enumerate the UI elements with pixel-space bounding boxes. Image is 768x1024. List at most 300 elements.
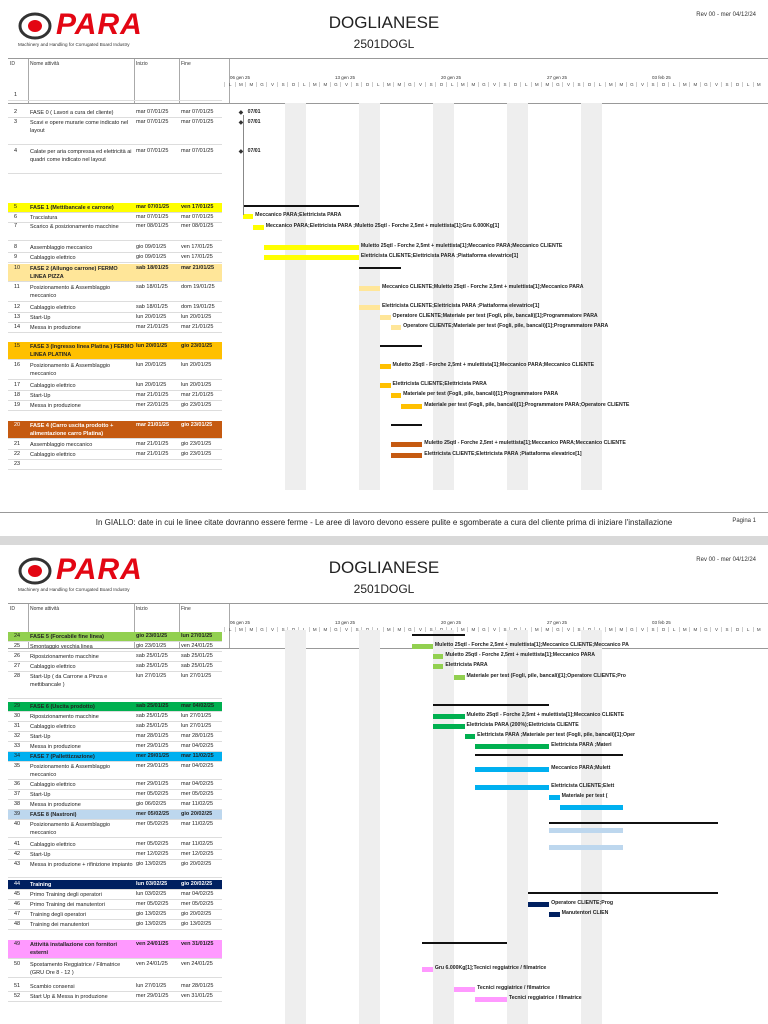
task-row [8,440,222,449]
task-end: mar 04/02/25 [181,743,214,749]
day-letter: G [552,82,564,87]
task-name: FASE 1 (Mettibancale e carrone) [30,205,114,211]
milestone-label: 07/01 [247,148,261,154]
project-title: DOGLIANESE [328,558,440,577]
task-start: mer 29/01/25 [136,781,169,787]
task-bar [475,997,507,1002]
task-id: 28 [14,673,21,679]
task-start: mer 29/01/25 [136,993,169,999]
summary-bar [359,267,401,269]
task-id: 25 [14,643,21,649]
task-name: Training dei manutentori [30,922,90,928]
task-row [8,91,222,100]
task-start: mer 05/02/25 [136,811,170,817]
task-id: 12 [14,304,21,310]
day-letter: L [742,627,754,632]
task-row [8,361,222,379]
task-bar-label: Operatore CLIENTE;Materiale per test (Fogli, pile, bancali)[1];Programmatore PARA [403,323,609,329]
day-letter: M [245,627,257,632]
task-name: Assemblaggio meccanico [30,442,93,448]
task-name: Cablaggio elettrico [30,842,76,848]
task-id: 31 [14,723,21,729]
page-number: Pagina 1 [732,518,756,524]
col-name-header: Nome attività [30,61,60,67]
task-bar [380,383,391,388]
day-letter: G [256,82,268,87]
row-divider [8,173,222,174]
task-row [8,222,222,240]
task-id: 51 [14,983,21,989]
task-start: sab 25/01/25 [136,703,169,709]
task-bar-label: Elettricista CLIENTE;Elettricista PARA ;Piattaforma elevatrice[1] [381,303,540,309]
row-divider [8,877,222,878]
task-start: mar 28/01/25 [136,733,169,739]
task-row [8,283,222,301]
task-id: 7 [14,223,18,229]
task-bar [264,245,359,250]
task-bar [359,286,380,291]
task-bar-label: Tecnici reggiatrice / filmatrice [477,985,550,991]
task-name: Assemblaggio meccanico [30,245,93,251]
task-end: ven 31/01/25 [181,993,213,999]
task-bar [475,767,549,772]
row-divider [8,438,222,439]
day-letter: G [330,82,342,87]
task-bar-label: Meccanico PARA;Elettricista PARA [255,212,342,218]
task-start: sab 25/01/25 [136,713,168,719]
task-id: 36 [14,781,21,787]
task-end: lun 20/01/25 [181,362,212,368]
day-letter: D [435,82,447,87]
day-letter: M [383,82,395,87]
week-label: 13 gen 25 [335,620,356,625]
task-end: lun 27/01/25 [181,713,212,719]
task-end: dom 19/01/25 [181,284,215,290]
task-bar [412,644,433,649]
task-row [8,652,222,661]
task-name: Cablaggio elettrico [30,255,76,261]
task-name: Primo Training degli operatori [30,892,102,898]
task-end: mar 11/02/25 [181,753,214,759]
task-name: Scavi e opere murarie come indicato nel layout [30,120,129,134]
summary-bar [422,942,507,944]
task-bar-label: Operatore CLIENTE;Prog [551,900,614,906]
row-divider [8,958,222,959]
day-letter: L [224,627,236,632]
task-bar [549,845,623,850]
task-bar-label: Materiale per test (Fogli, pile, bancali)[1];Operatore CLIENTE;Pro [466,673,626,679]
task-row [8,381,222,390]
task-start: mar 07/01/25 [136,109,169,115]
task-start: lun 20/01/25 [136,362,167,368]
task-start: sab 18/01/25 [136,284,168,290]
task-start: mer 29/01/25 [136,753,170,759]
task-end: ven 31/01/25 [181,941,214,947]
task-start: ven 24/01/25 [136,961,168,967]
task-start: mar 07/01/25 [136,204,170,210]
task-bar-label: Elettricista PARA ;Materiale per test (Fogli, pile, bancali)[1];Oper [477,732,636,738]
weekend-shade [507,103,528,490]
task-id: 4 [14,148,18,154]
task-start: gio 23/01/25 [136,643,167,649]
day-letter: D [361,82,373,87]
weekend-shade [581,103,602,490]
task-end: mar 07/01/25 [181,148,214,154]
day-letter: M [393,627,405,632]
day-letter: G [626,82,638,87]
row-divider [8,410,222,411]
task-name: Cablaggio elettrico [30,305,76,311]
day-letter: D [509,82,521,87]
task-name: Messa in produzione [30,744,81,750]
task-start: mar 07/01/25 [136,148,169,154]
day-letter: M [393,82,405,87]
task-end: sab 25/01/25 [181,653,213,659]
task-end: gio 23/01/25 [181,441,212,447]
task-row [8,960,222,977]
task-start: mar 07/01/25 [136,119,169,125]
task-row [8,762,222,779]
task-name: Attività installazione con fornitori esterni [30,942,118,956]
task-name: Start-Up [30,852,51,858]
task-row [8,253,222,262]
task-row [8,900,222,909]
row-divider [8,144,222,145]
day-letter: V [562,82,574,87]
day-letter: L [224,82,236,87]
task-row [8,702,222,711]
task-name: FASE 4 (Carro uscita prodotto + alimentazione carro Platina) [30,423,114,437]
task-bar-label: Elettricista CLIENTE;Elettricista PARA ;Piattaforma elevatrice[1] [360,253,519,259]
task-end: gio 20/02/25 [181,811,213,817]
task-start: gio 13/02/25 [136,861,167,867]
task-row [8,742,222,751]
task-row [8,460,222,469]
day-letter: M [467,82,479,87]
task-bar [401,404,422,409]
day-letter: L [742,82,754,87]
day-letter: S [277,627,289,632]
task-start: mar 21/01/25 [136,422,170,428]
task-end: sab 25/01/25 [181,663,213,669]
weekend-shade [285,103,306,490]
day-letter: L [372,82,384,87]
task-start: sab 18/01/25 [136,304,168,310]
day-letter: M [679,627,691,632]
row-divider [8,301,222,302]
task-id: 9 [14,254,18,260]
task-row [8,800,222,809]
task-row [8,642,222,651]
task-bar-label: Muletto 25qtl - Forche 2,5mt + mulettista[1];Meccanico PARA [445,652,596,658]
day-letter: V [636,627,648,632]
task-row [8,213,222,222]
day-letter: G [404,627,416,632]
task-row [8,118,222,144]
task-name: Scambio consensi [30,984,75,990]
task-bar [549,828,623,833]
task-id: 33 [14,743,21,749]
milestone: ◆ [238,149,244,155]
task-bar [454,675,465,680]
day-letter: S [721,82,733,87]
task-name: Tracciatura [30,215,58,221]
task-name: FASE 6 (Uscita prodotto) [30,704,95,710]
task-name: FASE 3 (Ingresso linea Platina ) FERMO LINEA PLATINA [30,344,134,358]
day-letter: M [753,82,765,87]
task-bar-label: Meccanico PARA;Elettricista PARA ;Muletto 25qtl - Forche 2,5mt + mulettista[1];Gru 6.000Kg[1] [265,223,500,229]
row-divider [8,977,222,978]
task-end: ven 17/01/25 [181,204,214,210]
row-divider [8,1001,222,1002]
day-letter: V [340,627,352,632]
day-letter: G [478,627,490,632]
task-id: 18 [14,392,21,398]
task-id: 10 [14,265,21,271]
day-letter: V [414,627,426,632]
task-row [8,342,222,359]
row-divider [8,929,222,930]
task-bar [359,305,380,310]
day-letter: V [340,82,352,87]
task-end: mar 11/02/25 [181,841,214,847]
day-letter: D [287,82,299,87]
task-start: sab 18/01/25 [136,265,169,271]
day-letter: G [552,627,564,632]
task-end: mar 21/01/25 [181,392,214,398]
task-name: Posizionamento & Assemblaggio meccanico [30,363,111,377]
task-bar [422,967,433,972]
day-letter: S [351,627,363,632]
task-bar-label: Operatore CLIENTE;Materiale per test (Fogli, pile, bancali)[1];Programmatore PARA [392,313,598,319]
task-bar [391,442,423,447]
day-letter: D [657,82,669,87]
task-row [8,850,222,859]
task-bar [380,364,391,369]
day-letter: M [531,627,543,632]
task-bar-label: Elettricista PARA [445,662,488,668]
row-divider [8,240,222,241]
task-end: mar 04/02/25 [181,781,214,787]
task-row [8,860,222,877]
task-end: mar 21/01/25 [181,324,214,330]
task-end: mar 07/01/25 [181,214,214,220]
task-row [8,662,222,671]
task-bar-label: Meccanico PARA;Mulett [551,765,611,771]
task-name: Messa in produzione [30,325,81,331]
day-letter: G [700,82,712,87]
task-end: mer 05/02/25 [181,791,214,797]
col-id-header: ID [10,606,15,612]
task-row [8,391,222,400]
day-letter: G [700,627,712,632]
day-letter: V [266,82,278,87]
task-id: 23 [14,461,21,467]
task-bar-label: Meccanico CLIENTE;Muletto 25qtl - Forche 2,5mt + mulettista[1];Meccanico PARA [381,284,584,290]
task-id: 34 [14,753,21,759]
task-id: 37 [14,791,21,797]
day-letter: M [309,82,321,87]
row-divider [8,359,222,360]
task-id: 48 [14,921,21,927]
day-letter: M [605,627,617,632]
task-start: mer 05/02/25 [136,821,169,827]
day-letter: L [298,82,310,87]
task-end: ven 17/01/25 [181,254,213,260]
day-letter: M [689,627,701,632]
day-letter: V [266,627,278,632]
task-row [8,147,222,173]
task-id: 3 [14,119,18,125]
task-id: 19 [14,402,21,408]
task-bar-label: Muletto 25qtl - Forche 2,5mt + mulettista[1];Meccanico PARA;Meccanico CLIENTE [360,243,563,249]
task-id: 32 [14,733,21,739]
task-row [8,920,222,929]
day-letter: S [573,82,585,87]
task-bar [549,912,560,917]
day-letter: L [446,82,458,87]
task-name: Posizionamento & Assemblaggio meccanico [30,764,111,778]
task-bar-label: Materiale per test ( [561,793,608,799]
task-bar-label: Gru 6.000Kg[1];Tecnici reggiatrice / filmatrice [434,965,547,971]
task-bar [391,325,402,330]
day-letter: M [679,82,691,87]
task-bar [380,315,391,320]
task-start: gio 09/01/25 [136,254,167,260]
day-letter: M [541,82,553,87]
day-letter: S [647,82,659,87]
task-name: FASE 7 (Pallettizzazione) [30,754,95,760]
task-bar [475,785,549,790]
task-name: Training degli operatori [30,912,87,918]
day-letter: V [710,82,722,87]
task-bar [433,724,465,729]
day-letter: L [520,82,532,87]
task-bar [253,225,264,230]
task-id: 5 [14,204,18,210]
task-name: FASE 0 ( Lavori a cura del cliente) [30,110,114,116]
task-bar [391,393,402,398]
row-divider [8,332,222,333]
milestone-label: 07/01 [247,119,261,125]
task-id: 1 [14,92,18,98]
task-end: mar 04/02/25 [181,891,214,897]
week-label: 06 gen 25 [230,620,251,625]
task-row [8,672,222,698]
task-row [8,264,222,281]
day-letter: G [330,627,342,632]
col-id-header: ID [10,61,15,67]
task-bar [465,734,476,739]
day-letter: D [731,82,743,87]
day-letter: V [562,627,574,632]
task-bar-label: Elettricista PARA ;Materi [551,742,612,748]
task-bar [433,714,465,719]
day-letter: M [615,82,627,87]
day-letter: S [425,82,437,87]
task-end: mer 12/02/25 [181,851,214,857]
row-divider [8,837,222,838]
week-label: 06 gen 25 [230,75,251,80]
task-name: FASE 2 (Allungo carrone) FERMO LINEA PIZZA [30,266,118,280]
task-end: gio 23/01/25 [181,402,212,408]
footer-note: In GIALLO: date in cui le linee citate dovranno essere ferme - Le aree di lavoro devono essere pulite e sgomberate a cura del cliente prima di iniziare l'installazione [95,518,673,527]
day-letter: S [425,627,437,632]
task-end: mar 04/02/25 [181,763,214,769]
summary-bar [391,424,423,426]
week-label: 27 gen 25 [547,75,568,80]
task-start: mar 21/01/25 [136,324,169,330]
day-letter: M [457,82,469,87]
task-name: Primo Training dei manutentori [30,902,105,908]
task-start: mer 05/02/25 [136,901,169,907]
task-bar [433,654,444,659]
summary-bar [528,892,718,894]
task-name: Riposizionamento macchine [30,654,99,660]
task-name: Messa in produzione + rifinizione impianto [30,862,133,868]
task-id: 21 [14,441,21,447]
week-label: 27 gen 25 [547,620,568,625]
task-end: mar 04/02/25 [181,703,215,709]
day-letter: M [319,627,331,632]
brand-name: PARA [56,553,143,586]
task-row [8,722,222,731]
task-row [8,780,222,789]
task-start: mar 21/01/25 [136,451,169,457]
dependency-line [243,115,244,215]
day-letter: V [710,627,722,632]
task-row [8,203,222,212]
task-end: gio 23/01/25 [181,451,212,457]
day-letter: M [531,82,543,87]
day-letter: G [626,627,638,632]
day-letter: M [457,627,469,632]
day-letter: M [319,82,331,87]
task-end: ven 24/01/25 [181,961,213,967]
task-bar-label: Muletto 25qtl - Forche 2,5mt + mulettista[1];Meccanico CLIENTE;Meccanico PA [434,642,629,648]
task-name: Cablaggio elettrico [30,452,76,458]
task-id: 14 [14,324,21,330]
task-bar [549,795,560,800]
task-id: 26 [14,653,21,659]
weekend-shade [285,630,306,1024]
task-bar [264,255,359,260]
task-name: Messa in produzione [30,403,81,409]
brand-tagline: Machinery and Handling for Corrugated Board Industry [18,42,130,47]
task-start: mer 05/02/25 [136,791,169,797]
task-row [8,910,222,919]
day-letter: M [615,627,627,632]
task-name: Start-Up [30,393,51,399]
day-letter: L [594,82,606,87]
day-letter: S [647,627,659,632]
day-letter: G [404,82,416,87]
task-start: lun 27/01/25 [136,983,167,989]
task-id: 24 [14,633,21,639]
task-start: gio 13/02/25 [136,911,167,917]
task-row [8,401,222,410]
task-bar [475,744,549,749]
task-id: 2 [14,109,18,115]
weekend-shade [433,103,454,490]
task-name: Start-Up [30,315,51,321]
task-row [8,323,222,332]
task-id: 6 [14,214,18,220]
task-name: Calate per aria compressa ed elettricità ai quadri come indicato nel layout [30,149,132,163]
task-id: 44 [14,881,21,887]
task-name: Start Up & Messa in produzione [30,994,108,1000]
task-id: 41 [14,841,21,847]
